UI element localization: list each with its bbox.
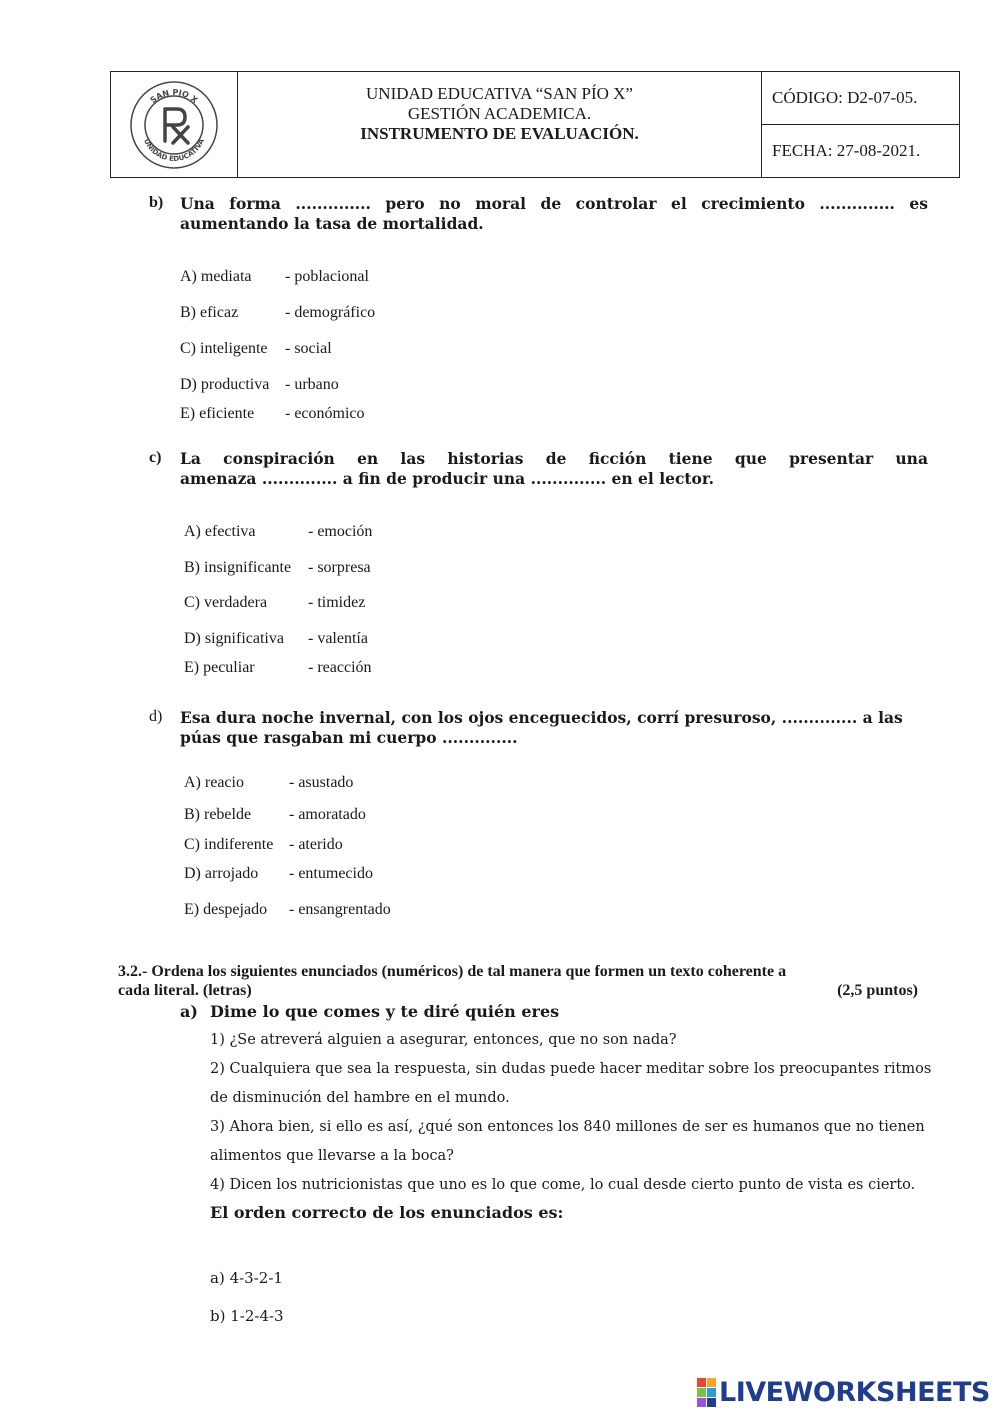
- statement-2-line2: de disminución del hambre en el mundo.: [210, 1090, 510, 1106]
- option-first-word: A) efectiva: [184, 523, 256, 540]
- statements-list: [210, 1026, 940, 1200]
- option-second-word: - amoratado: [289, 806, 366, 823]
- school-seal-logo: [128, 79, 220, 171]
- document-code: CÓDIGO: D2-07-05.: [762, 72, 959, 125]
- header-title-cell: [238, 72, 762, 177]
- logo-cell: [111, 72, 238, 177]
- svg-text:UNIDAD EDUCATIVA: UNIDAD EDUCATIVA: [142, 137, 206, 163]
- section-3-2-line2-row: [118, 981, 918, 1000]
- svg-text:SAN PIO X: SAN PIO X: [148, 87, 200, 105]
- department-name: GESTIÓN ACADEMICA.: [407, 104, 592, 123]
- option-first-word: E) peculiar: [184, 659, 255, 676]
- brand-name: LIVEWORKSHEETS: [719, 1377, 990, 1408]
- subsection-a-title: Dime lo que comes y te diré quién eres: [210, 1002, 560, 1021]
- question-d-option[interactable]: [184, 901, 391, 919]
- option-first-word: D) arrojado: [184, 865, 259, 882]
- answer-option-b[interactable]: b) 1-2-4-3: [210, 1307, 284, 1325]
- option-second-word: - timidez: [308, 594, 366, 611]
- liveworksheets-brand[interactable]: [697, 1377, 990, 1408]
- section-3-2-line2: cada literal. (letras): [118, 982, 252, 999]
- option-first-word: D) significativa: [184, 630, 284, 647]
- question-b-line2: aumentando la tasa de mortalidad.: [180, 214, 484, 233]
- question-b-option[interactable]: [180, 304, 375, 322]
- option-first-word: C) verdadera: [184, 594, 268, 611]
- option-second-word: - aterido: [289, 836, 343, 853]
- question-b-option[interactable]: [180, 268, 369, 286]
- question-d-text: [180, 708, 928, 748]
- section-3-2-points: (2,5 puntos): [837, 982, 918, 999]
- question-c-option[interactable]: [184, 523, 372, 541]
- option-first-word: B) rebelde: [184, 806, 252, 823]
- question-c-line1: La conspiración en las historias de ficción tiene que presentar una: [180, 449, 928, 468]
- option-second-word: - económico: [285, 405, 365, 422]
- question-b-text: [180, 194, 928, 234]
- document-date: FECHA: 27-08-2021.: [772, 141, 921, 160]
- option-second-word: - poblacional: [285, 268, 369, 285]
- option-first-word: D) productiva: [180, 376, 270, 393]
- option-first-word: C) indiferente: [184, 836, 274, 853]
- question-d-option[interactable]: [184, 806, 366, 824]
- liveworksheets-logo-icon: [697, 1378, 716, 1407]
- question-c-option[interactable]: [184, 559, 371, 577]
- section-3-2-line1: 3.2.- Ordena los siguientes enunciados (numéricos) de tal manera que formen un texto coherente a: [118, 963, 787, 980]
- question-b-label: b): [149, 194, 164, 211]
- option-second-word: - demográfico: [285, 304, 376, 321]
- option-first-word: C) inteligente: [180, 340, 268, 357]
- option-first-word: B) insignificante: [184, 559, 292, 576]
- option-second-word: - entumecido: [289, 865, 373, 882]
- question-b-line1: Una forma .............. pero no moral de controlar el crecimiento .............. es: [180, 194, 928, 213]
- answer-option-a[interactable]: a) 4-3-2-1: [210, 1269, 283, 1287]
- statement-3-line2: alimentos que llevarse a la boca?: [210, 1148, 454, 1164]
- option-first-word: B) eficaz: [180, 304, 239, 321]
- question-c-label: c): [149, 449, 162, 466]
- option-second-word: - social: [285, 340, 332, 357]
- document-header: [110, 71, 960, 178]
- question-c-option[interactable]: [184, 594, 365, 612]
- option-second-word: - valentía: [308, 630, 368, 647]
- option-second-word: - ensangrentado: [289, 901, 391, 918]
- question-d-option[interactable]: [184, 774, 353, 792]
- question-d-line2: púas que rasgaban mi cuerpo ..............: [180, 728, 518, 747]
- section-3-2-heading: [118, 962, 918, 1000]
- document-title: INSTRUMENTO DE EVALUACIÓN.: [360, 124, 639, 143]
- order-question-label: El orden correcto de los enunciados es:: [210, 1203, 564, 1222]
- option-first-word: A) reacio: [184, 774, 244, 791]
- question-c-option[interactable]: [184, 659, 372, 677]
- statement-1: 1) ¿Se atreverá alguien a asegurar, entonces, que no son nada?: [210, 1032, 677, 1048]
- question-b-option[interactable]: [180, 340, 332, 358]
- question-b-option[interactable]: [180, 405, 365, 423]
- header-code-cell: [762, 72, 959, 177]
- question-c-option[interactable]: [184, 630, 368, 648]
- question-b-option[interactable]: [180, 376, 339, 394]
- option-second-word: - emoción: [308, 523, 373, 540]
- option-second-word: - reacción: [308, 659, 372, 676]
- subsection-a-label: a): [180, 1002, 198, 1021]
- question-d-option[interactable]: [184, 836, 343, 854]
- statement-2-line1: 2) Cualquiera que sea la respuesta, sin dudas puede hacer meditar sobre los preocupantes ritmos: [210, 1061, 932, 1077]
- statement-3-line1: 3) Ahora bien, si ello es así, ¿qué son entonces los 840 millones de ser es humanos que no tienen: [210, 1119, 925, 1135]
- question-d-label: d): [149, 708, 163, 725]
- question-c-text: [180, 449, 928, 489]
- question-d-option[interactable]: [184, 865, 373, 883]
- school-name: UNIDAD EDUCATIVA “SAN PÍO X”: [366, 84, 633, 103]
- option-first-word: E) eficiente: [180, 405, 255, 422]
- option-second-word: - sorpresa: [308, 559, 371, 576]
- question-c-line2: amenaza .............. a fin de producir una .............. en el lector.: [180, 469, 715, 488]
- option-first-word: E) despejado: [184, 901, 268, 918]
- option-first-word: A) mediata: [180, 268, 252, 285]
- statement-4: 4) Dicen los nutricionistas que uno es lo que come, lo cual desde cierto punto de vista es cierto.: [210, 1177, 916, 1193]
- option-second-word: - urbano: [285, 376, 339, 393]
- question-d-line1: Esa dura noche invernal, con los ojos enceguecidos, corrí presuroso, .............. a las: [180, 708, 903, 727]
- option-second-word: - asustado: [289, 774, 354, 791]
